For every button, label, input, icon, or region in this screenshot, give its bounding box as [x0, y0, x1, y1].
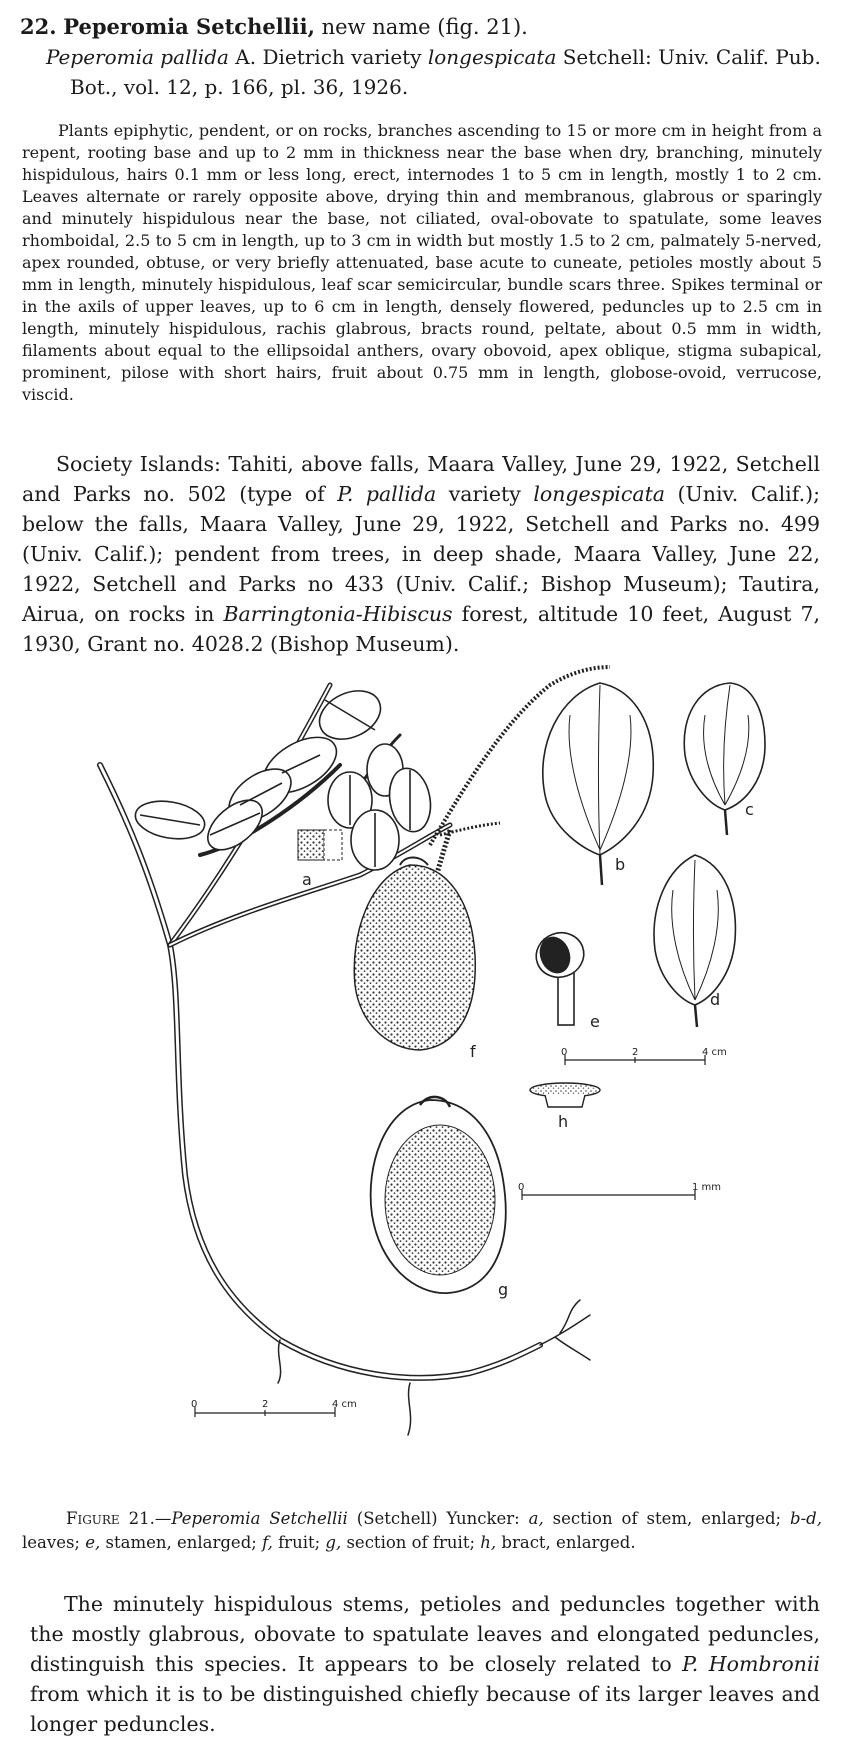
- locality-text-2: variety: [436, 481, 534, 506]
- label-c: c: [745, 800, 754, 819]
- label-d: d: [710, 990, 721, 1009]
- caption-text-h: bract, enlarged.: [496, 1532, 636, 1552]
- caption-dash: —: [154, 1508, 172, 1528]
- caption-figure-label: Figure 21.: [66, 1508, 155, 1528]
- basionym-variety: longespicata: [427, 45, 557, 69]
- scale-upper-zero: 0: [561, 1047, 568, 1058]
- fruit-section-g: [371, 1097, 509, 1299]
- basionym-author: A. Dietrich variety: [235, 45, 422, 69]
- locality-italic-1: P. pallida: [337, 481, 437, 506]
- scale-upper-end: 4 cm: [702, 1047, 727, 1058]
- basionym-citation: [46, 42, 850, 102]
- scale-lower-zero: 0: [191, 1399, 198, 1410]
- label-g: g: [498, 1280, 509, 1299]
- label-e: e: [590, 1012, 600, 1031]
- species-heading: [20, 12, 820, 42]
- scale-lower-end: 4 cm: [332, 1399, 357, 1410]
- locality-italic-2: longespicata: [533, 481, 666, 506]
- locality-text-4: forest, altitude 10 feet, August 7, 1930, Grant no. 4028.2 (Bishop Museum).: [22, 601, 820, 656]
- plant-leaves: [132, 682, 435, 870]
- label-h: h: [558, 1112, 569, 1131]
- discussion-text-1: The minutely hispidulous stems, petioles and peduncles together with the mostly glabrous, obovate to spatulate leaves and elongated peduncles, distinguish this species. It appears to be closely related to: [30, 1591, 820, 1676]
- discussion-text-2: from which it is to be distinguished chiefly because of its larger leaves and longer peduncles.: [30, 1681, 820, 1736]
- scale-mm-end: 1 mm: [692, 1182, 722, 1193]
- leaf-c: [684, 683, 765, 835]
- species-description: Plants epiphytic, pendent, or on rocks, branches ascending to 15 or more cm in height from a repent, rooting base and up to 2 mm in thickness near the base when dry, branching, minutely hispidulous, hairs 0.1 mm or less long, erect, internodes 1 to 5 cm in length, mostly 1 to 2 cm. Leaves alternate or rarely opposite above, drying thin and membranous, glabrous or sparingly and minutely hispidulous near the base, not ciliated, oval-obovate to spatulate, some leaves rhomboidal, 2.5 to 5 cm in length, up to 3 cm in width but mostly 1.5 to 2 cm, palmately 5-nerved, apex rounded, obtuse, or very briefly attenuated, base acute to cuneate, petioles mostly about 5 mm in length, minutely hispidulous, leaf scar semicircular, bundle scars three. Spikes terminal or in the axils of upper leaves, up to 6 cm in length, densely flowered, peduncles up to 2.5 cm in length, minutely hispidulous, rachis glabrous, bracts round, peltate, about 0.5 mm in width, filaments about equal to the ellipsoidal anthers, ovary obovoid, apex oblique, stigma subapical, prominent, pilose with short hairs, fruit about 0.75 mm in length, globose-ovoid, verrucose, viscid.: [22, 121, 822, 404]
- leaf-b: [543, 683, 653, 885]
- caption-key-e: e,: [85, 1532, 101, 1552]
- label-f: f: [470, 1042, 476, 1061]
- caption-text-bd: leaves;: [22, 1532, 86, 1552]
- caption-key-bd: b-d,: [790, 1508, 822, 1528]
- locality-paragraph: [22, 449, 820, 659]
- caption-text-e: stamen, enlarged;: [100, 1532, 263, 1552]
- figure-caption: [22, 1507, 822, 1555]
- stem-section-detail: [298, 830, 342, 889]
- basionym-reference: Setchell: Univ. Calif. Pub. Bot., vol. 12, p. 166, pl. 36, 1926.: [70, 45, 821, 99]
- botanical-illustration: [0, 655, 850, 1495]
- illustration-svg: [0, 655, 850, 1495]
- caption-text-a: section of stem, enlarged;: [543, 1508, 791, 1528]
- scale-bar-cm-lower: [191, 1399, 357, 1417]
- caption-text-f: fruit;: [272, 1532, 326, 1552]
- scale-upper-mid: 2: [632, 1047, 639, 1058]
- basionym-name: Peperomia pallida: [46, 45, 229, 69]
- leaf-d: [654, 855, 735, 1027]
- caption-authority: (Setchell) Yuncker:: [347, 1508, 529, 1528]
- scale-bar-cm-upper: [561, 1047, 727, 1065]
- stamen-e: [530, 926, 600, 1031]
- discussion-italic-1: P. Hombronii: [682, 1651, 820, 1676]
- label-b: b: [615, 855, 626, 874]
- caption-key-h: h,: [480, 1532, 497, 1552]
- species-name: Peperomia Setchellii,: [63, 14, 315, 39]
- bract-h: [530, 1083, 600, 1131]
- fruit-f: [354, 858, 476, 1062]
- caption-key-f: f,: [262, 1532, 273, 1552]
- entry-number: 22.: [20, 14, 57, 39]
- locality-text-1: Society Islands: Tahiti, above falls, Maara Valley, June 29, 1922, Setchell and Parks no. 502 (type of: [22, 451, 820, 506]
- scale-bar-mm: [518, 1182, 721, 1200]
- locality-italic-3: Barringtonia-Hibiscus: [223, 601, 453, 626]
- species-note: new name (fig. 21).: [321, 15, 528, 39]
- scale-mm-zero: 0: [518, 1182, 525, 1193]
- caption-text-g: section of fruit;: [341, 1532, 481, 1552]
- label-a: a: [302, 870, 312, 889]
- locality-text-3: (Univ. Calif.); below the falls, Maara Valley, June 29, 1922, Setchell and Parks no. 499 (Univ. Calif.); pendent from trees, in deep shade, Maara Valley, June 22, 1922, Setchell and Parks no 433 (Univ. Calif.; Bishop Museum); Tautira, Airua, on rocks in: [22, 481, 821, 626]
- caption-species: Peperomia Setchellii: [171, 1508, 348, 1528]
- scale-lower-mid: 2: [262, 1399, 269, 1410]
- caption-key-g: g,: [325, 1532, 342, 1552]
- discussion-paragraph: [30, 1589, 820, 1739]
- caption-key-a: a,: [528, 1508, 544, 1528]
